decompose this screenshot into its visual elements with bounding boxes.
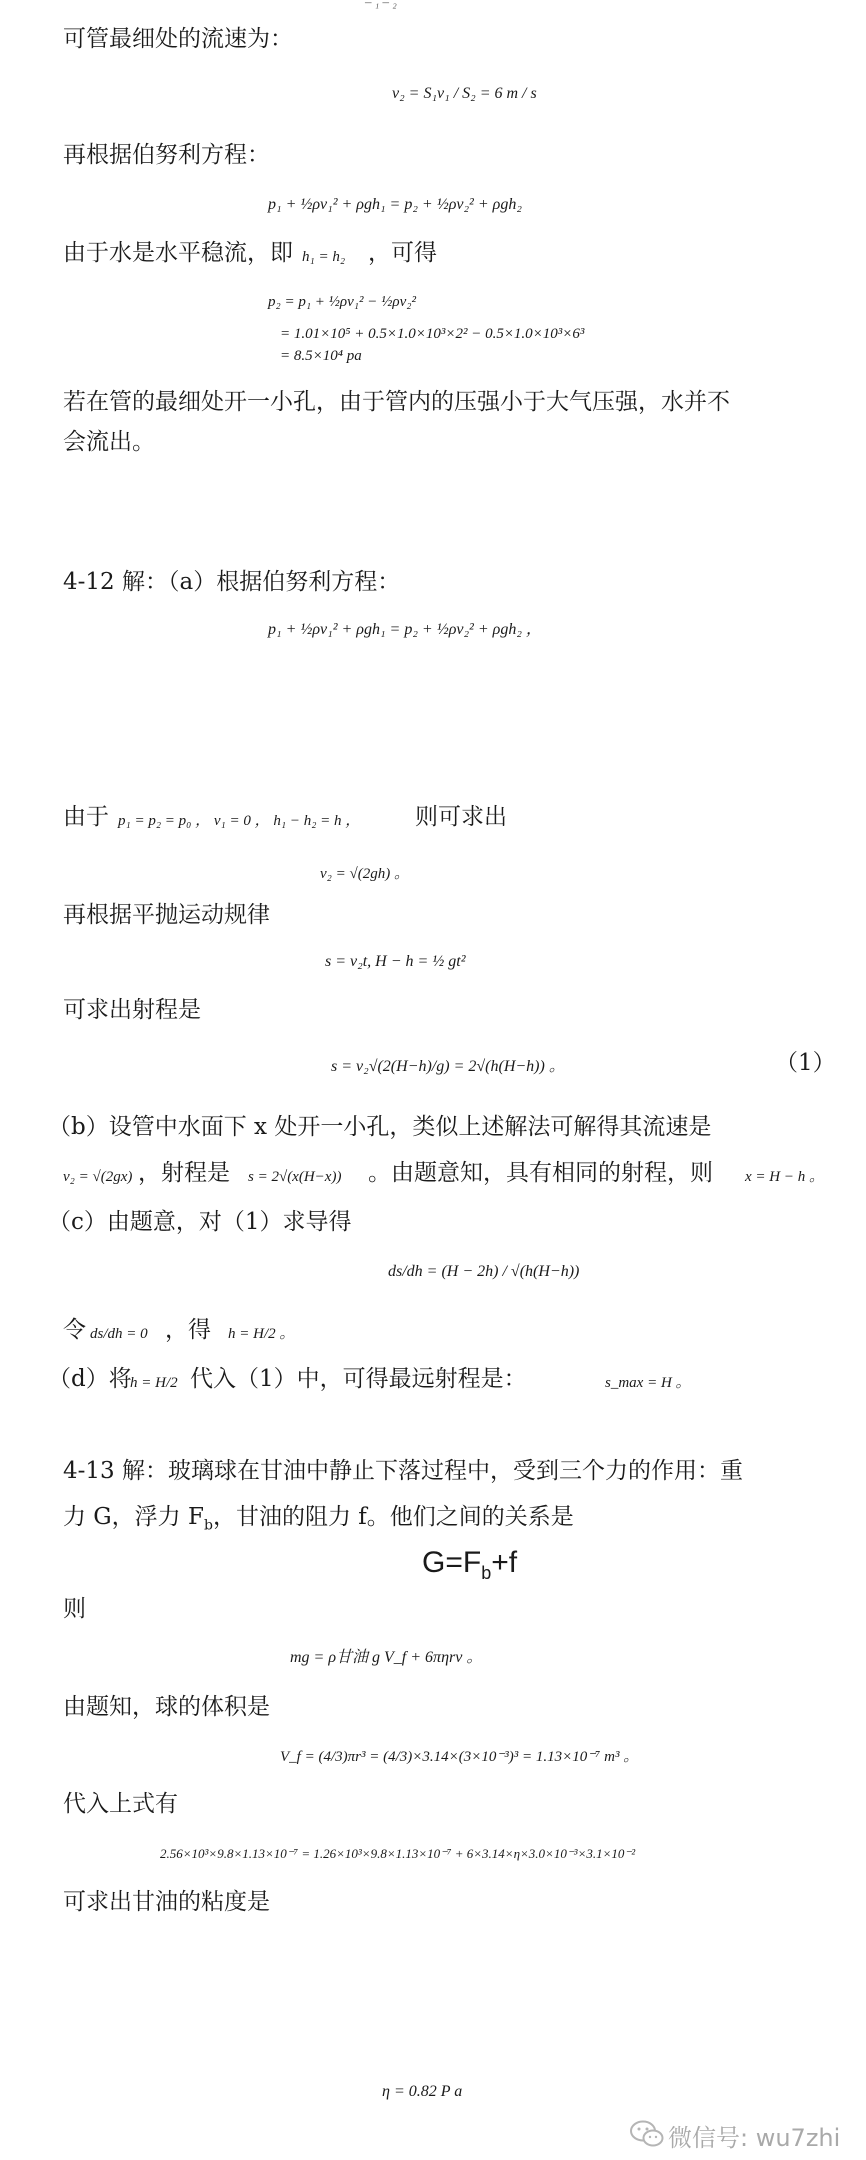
text-line: 则可求出 [415,804,507,830]
watermark-text: 微信号: wu7zhi [668,2124,841,2152]
equation-bernoulli: p₁ + ½ρv₁² + ρgh₁ = p₂ + ½ρv₂² + ρgh₂ ， [268,621,542,638]
equation-conditions: p₁ = p₂ = p₀ ， v₁ = 0 ， h₁ − h₂ = h ， [118,813,361,829]
equation-v2: v₂ = S₁v₁ / S₂ = 6 m / s [392,85,537,102]
equation-h-half: h = H/2 [130,1375,178,1391]
equation-projectile: s = v₂t, H − h = ½ gt² [325,953,466,970]
text-line: ，射程是 [138,1160,230,1186]
equation-p2-line1: p₂ = p₁ + ½ρv₁² − ½ρv₂² [268,294,416,310]
text-line: 由题知，球的体积是 [63,1694,270,1720]
text-line: 令 [63,1317,86,1343]
problem-heading-4-13: 4-13 解：玻璃球在甘油中静止下落过程中，受到三个力的作用：重 [63,1458,743,1484]
problem-heading-4-12: 4-12 解：（a）根据伯努利方程： [63,569,401,595]
text-line: 可求出甘油的粘度是 [63,1889,270,1915]
equation-substituted: 2.56×10³×9.8×1.13×10⁻⁷ = 1.26×10³×9.8×1.13×10⁻⁷ + 6×3.14×η×3.0×10⁻³×3.1×10⁻² [160,1846,636,1861]
equation-eta: η = 0.82 P a [382,2083,463,2100]
text-line: 。由题意知，具有相同的射程，则 [368,1160,713,1186]
text-line: 可管最细处的流速为： [63,26,293,52]
text-line: （b）设管中水面下 x 处开一小孔，类似上述解法可解得其流速是 [48,1114,712,1140]
text-line: 若在管的最细处开一小孔，由于管内的压强小于大气压强，水并不 [63,389,730,415]
text-line: （d）将 [48,1366,132,1392]
equation-force-balance: $G=F_b+f$ [422,1546,518,1583]
text-line: 会流出。 [63,429,155,455]
equation-s-x: s = 2√(x(H−x)) [248,1169,342,1185]
text-line: ，可得 [368,240,437,266]
text-line: 代入上式有 [63,1791,178,1817]
text-line: 可求出射程是 [63,997,201,1023]
equation-h-equal: h₁ = h₂ [302,249,346,265]
text-line: 代入（1）中，可得最远射程是： [190,1366,527,1392]
text-line: 由于水是水平稳流，即 [63,240,293,266]
equation-number: （1） [775,1050,836,1076]
equation-smax: s_max = H 。 [605,1375,691,1391]
equation-range: s = v₂√(2(H−h)/g) = 2√(h(H−h)) 。 [331,1058,565,1075]
equation-force: mg = ρ甘油 g V_f + 6πηrv 。 [290,1649,483,1666]
cropped-equation-fragment: ‒ ₁ ‒ ₂ [365,0,397,9]
equation-p2-line2: = 1.01×10⁵ + 0.5×1.0×10³×2² − 0.5×1.0×10³×6³ [280,326,585,342]
text-line: 再根据伯努利方程： [63,142,270,168]
equation-v2-sqrt: v₂ = √(2gh) 。 [320,866,409,882]
text-line: 则 [63,1596,86,1622]
text-line: 力 G，浮力 $F_b$，甘油的阻力 f。他们之间的关系是 [63,1504,574,1534]
equation-volume: V_f = (4/3)πr³ = (4/3)×3.14×(3×10⁻³)³ = 1.13×10⁻⁷ m³ 。 [280,1749,639,1765]
equation-bernoulli: p₁ + ½ρv₁² + ρgh₁ = p₂ + ½ρv₂² + ρgh₂ [268,196,522,213]
text-line: ，得 [165,1317,211,1343]
equation-v2-x: v₂ = √(2gx) [63,1169,133,1185]
equation-x-eq: x = H − h 。 [745,1169,824,1185]
equation-h-half: h = H/2 。 [228,1326,295,1342]
wechat-icon [630,2120,664,2148]
equation-deriv-zero: ds/dh = 0 [90,1326,148,1342]
text-line: 再根据平抛运动规律 [63,902,270,928]
equation-derivative: ds/dh = (H − 2h) / √(h(H−h)) [388,1263,580,1280]
text-line: 由于 [63,804,109,830]
text-line: （c）由题意，对（1）求导得 [48,1209,352,1235]
equation-p2-line3: = 8.5×10⁴ pa [280,348,362,364]
